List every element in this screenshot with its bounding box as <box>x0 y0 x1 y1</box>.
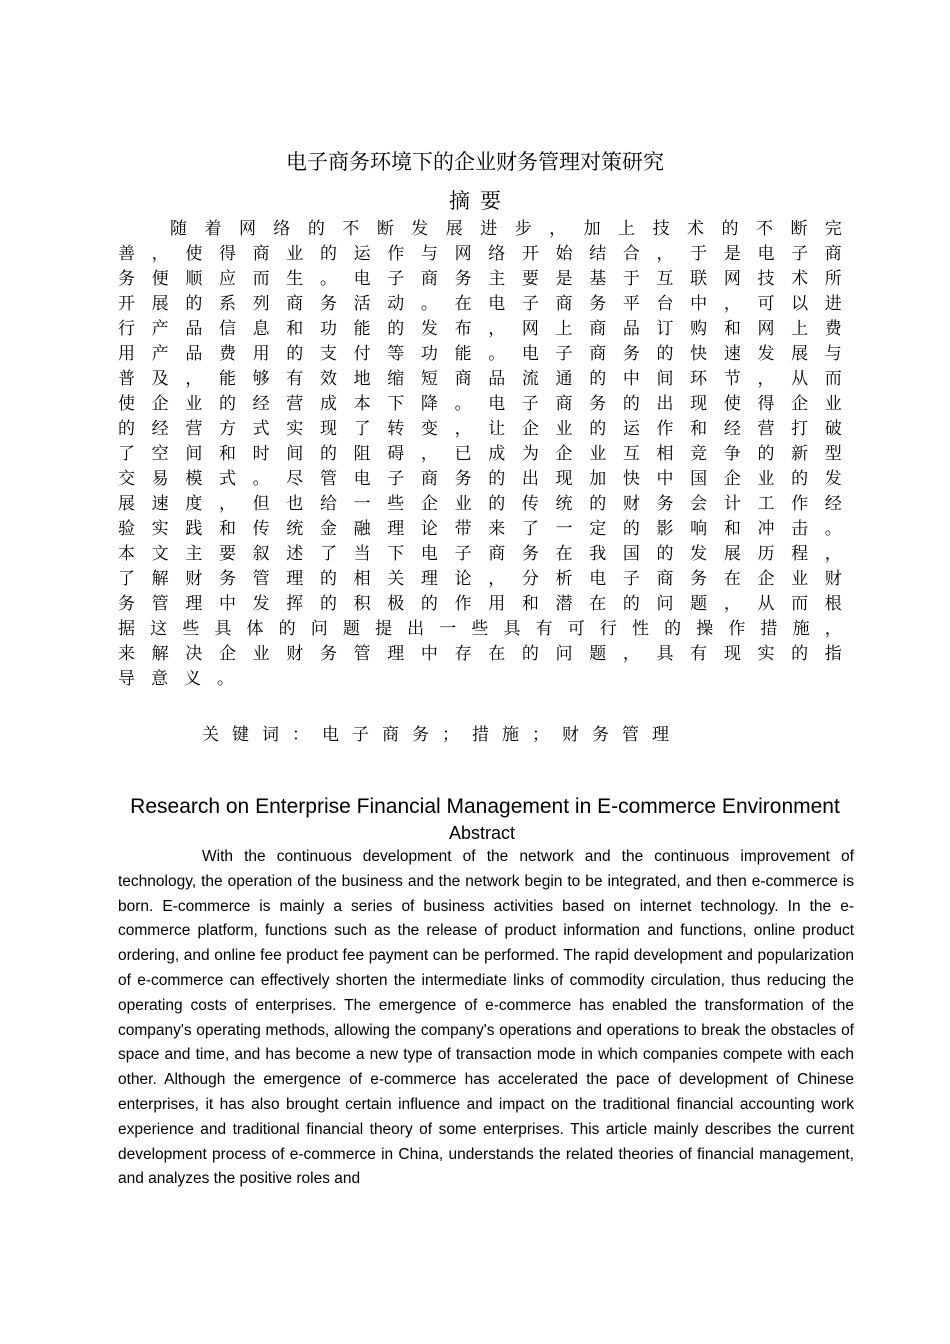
chinese-abstract-line: 交 易 模 式 。 尽 管 电 子 商 务 的 出 现 加 快 中 国 企 业 的 发 <box>118 469 842 489</box>
chinese-abstract-line: 来 解 决 企 业 财 务 管 理 中 存 在 的 问 题 ， 具 有 现 实 的 指 <box>118 644 842 664</box>
chinese-abstract-line: 务 管 理 中 发 挥 的 积 极 的 作 用 和 潜 在 的 问 题 ， 从 而 根 <box>118 594 842 614</box>
chinese-abstract-line: 导 意 义 。 <box>118 669 234 689</box>
chinese-abstract-line: 据 这 些 具 体 的 问 题 提 出 一 些 具 有 可 行 性 的 操 作 措 施 ， <box>118 619 842 639</box>
english-abstract-heading: Abstract <box>448 823 516 843</box>
chinese-abstract-line: 随 着 网 络 的 不 断 发 展 进 步 ， 加 上 技 术 的 不 断 完 <box>170 219 842 239</box>
chinese-abstract-line: 务 便 顺 应 而 生 。 电 子 商 务 主 要 是 基 于 互 联 网 技 术 所 <box>118 269 842 289</box>
chinese-abstract-line: 用 产 品 费 用 的 支 付 等 功 能 。 电 子 商 务 的 快 速 发 展 与 <box>118 344 842 364</box>
chinese-abstract-line: 普 及 ， 能 够 有 效 地 缩 短 商 品 流 通 的 中 间 环 节 ， 从 而 <box>118 369 842 389</box>
chinese-abstract-line: 善 ， 使 得 商 业 的 运 作 与 网 络 开 始 结 合 ， 于 是 电 子 商 <box>118 244 842 264</box>
chinese-abstract-line: 展 速 度 ， 但 也 给 一 些 企 业 的 传 统 的 财 务 会 计 工 作 经 <box>118 494 842 514</box>
chinese-abstract-line: 了 空 间 和 时 间 的 阻 碍 ， 已 成 为 企 业 互 相 竞 争 的 新 型 <box>118 444 842 464</box>
chinese-keywords: 关键词：电子商务；措施；财务管理 <box>202 725 682 745</box>
chinese-abstract-line: 验 实 践 和 传 统 金 融 理 论 带 来 了 一 定 的 影 响 和 冲 击 。 <box>118 519 842 539</box>
english-abstract-body: With the continuous development of the network and the continuous improvement of technology, the operation of the business and the network begin to be integrated, and then e-commerce is born. E-commerce is mainly a series of business activities based on internet technology. In the e-commerce platform, functions such as the release of product information and functions, online product ordering, and online fee product fee payment can be performed. The rapid development and popularization of e-commerce can effectively shorten the intermediate links of commodity circulation, thus reducing the operating costs of enterprises. The emergence of e-commerce has enabled the transformation of the company's operating methods, allowing the company's operations and operations to break the obstacles of space and time, and has become a new type of transaction mode in which companies compete with each other. Although the emergence of e-commerce has accelerated the pace of development of Chinese enterprises, it has also brought certain influence and impact on the traditional financial accounting work experience and traditional financial theory of some enterprises. This article mainly describes the current development process of e-commerce in China, understands the related theories of financial management, and analyzes the positive roles and <box>118 848 854 1188</box>
chinese-abstract-line: 使 企 业 的 经 营 成 本 下 降 。 电 子 商 务 的 出 现 使 得 企 业 <box>118 394 842 414</box>
chinese-abstract-line: 本 文 主 要 叙 述 了 当 下 电 子 商 务 在 我 国 的 发 展 历 程 ， <box>118 544 842 564</box>
english-title: Research on Enterprise Financial Management in E-commerce Environment <box>130 795 840 818</box>
chinese-abstract-line: 的 经 营 方 式 实 现 了 转 变 ， 让 企 业 的 运 作 和 经 营 打 破 <box>118 419 842 439</box>
chinese-abstract-line: 了 解 财 务 管 理 的 相 关 理 论 ， 分 析 电 子 商 务 在 企 业 财 <box>118 569 842 589</box>
chinese-abstract-heading: 摘要 <box>449 189 511 213</box>
chinese-abstract-line: 行 产 品 信 息 和 功 能 的 发 布 ， 网 上 商 品 订 购 和 网 上 费 <box>118 319 842 339</box>
chinese-abstract-body <box>118 217 842 692</box>
chinese-title: 电子商务环境下的企业财务管理对策研究 <box>286 150 664 174</box>
chinese-abstract-line: 开 展 的 系 列 商 务 活 动 。 在 电 子 商 务 平 台 中 ， 可 以 进 <box>118 294 842 314</box>
